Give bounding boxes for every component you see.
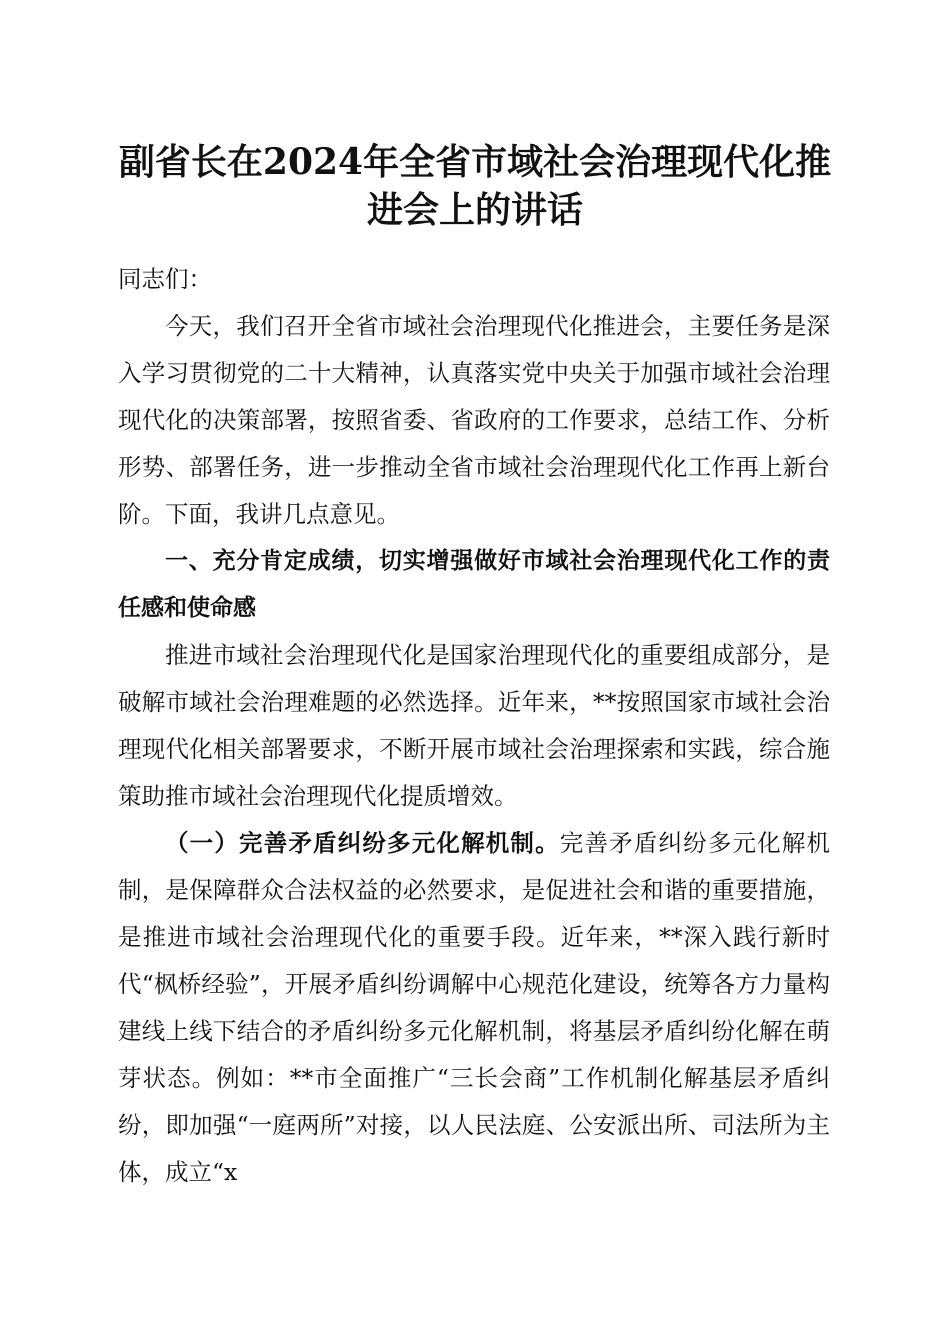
subsection-1-body: 完善矛盾纠纷多元化解机制，是保障群众合法权益的必然要求，是促进社会和谐的重要措施，是推进市域社会治理现代化的重要手段。近年来，**深入践行新时代“枫桥经验”，开展矛盾纠纷调解中心规范化建设，统筹各方力量构建线上线下结合的矛盾纠纷多元化解机制，将基层矛盾纠纷化解在萌芽状态。例如：**市全面推广“三长会商”工作机制化解基层矛盾纠纷，即加强“一庭两所”对接，以人民法庭、公安派出所、司法所为主体，成立“x [118, 829, 831, 1186]
salutation: 同志们： [118, 265, 212, 293]
document-body [118, 256, 830, 1196]
title-line-1: 副省长在2024年全省市域社会治理现代化推 [118, 141, 832, 183]
title-line-2: 进会上的讲话 [366, 189, 583, 231]
intro-paragraph: 今天，我们召开全省市域社会治理现代化推进会，主要任务是深入学习贯彻党的二十大精神，认真落实党中央关于加强市域社会治理现代化的决策部署，按照省委、省政府的工作要求，总结工作、分析形势、部署任务，进一步推动全省市域社会治理现代化工作再上新台阶。下面，我讲几点意见。 [118, 312, 830, 528]
section-1-heading: 一、充分肯定成绩，切实增强做好市域社会治理现代化工作的责任感和使命感 [118, 548, 830, 621]
section-1-paragraph: 推进市域社会治理现代化是国家治理现代化的重要组成部分，是破解市域社会治理难题的必然选择。近年来，**按照国家市域社会治理现代化相关部署要求，不断开展市域社会治理探索和实践，综合施策助推市域社会治理现代化提质增效。 [118, 641, 830, 810]
subsection-1-paragraph [118, 820, 830, 1196]
document-title [100, 138, 850, 234]
subsection-1-heading: （一）完善矛盾纠纷多元化解机制。 [165, 829, 560, 857]
